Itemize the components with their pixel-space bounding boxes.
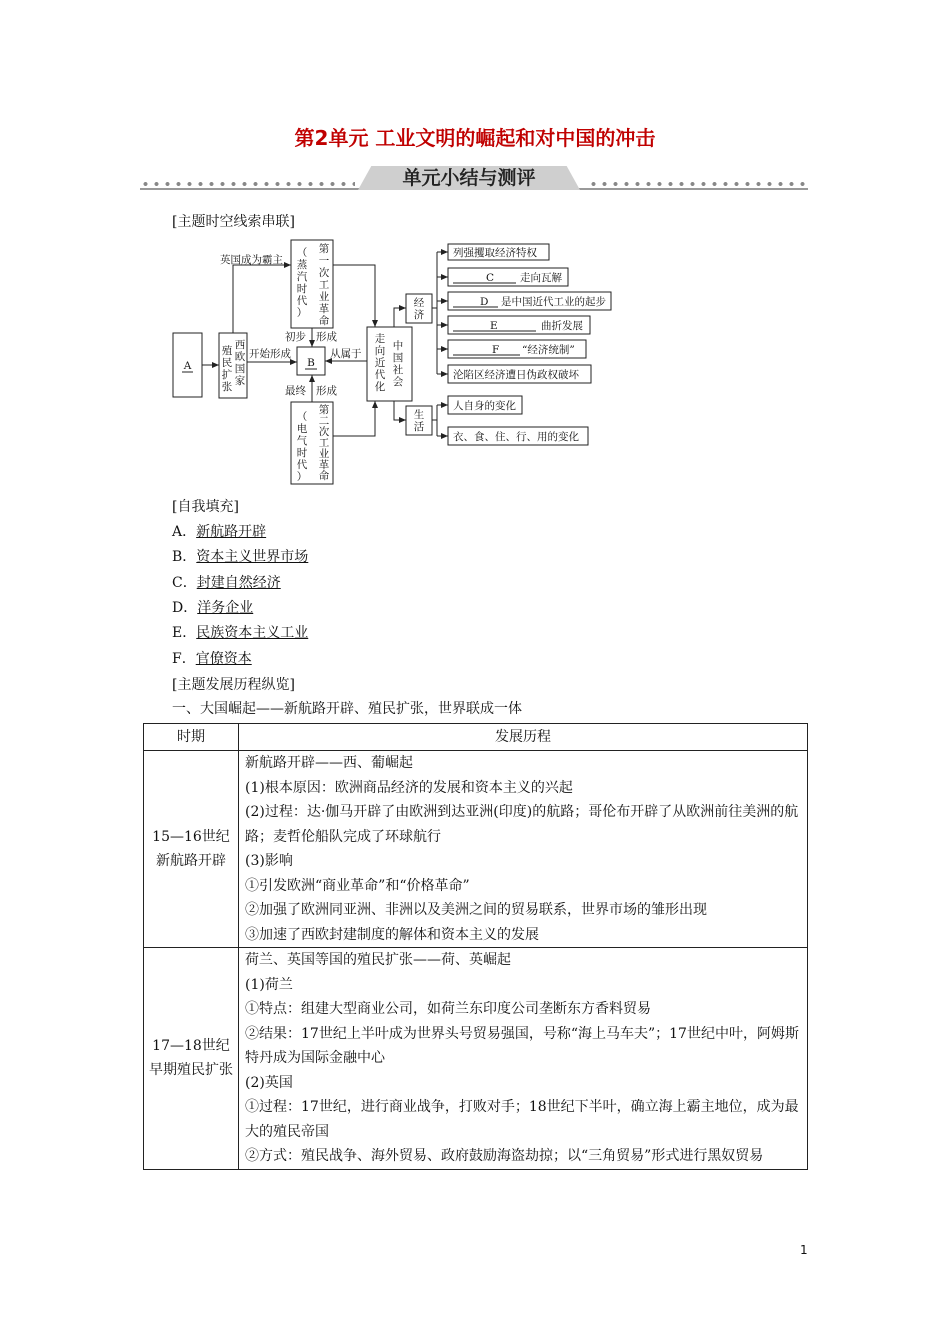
- table-header-period: 时期: [144, 724, 239, 751]
- diagram-europe-label-char: 西: [234, 339, 246, 351]
- econ-item-3-text: 是中国近代工业的起步: [501, 296, 606, 308]
- diagram-label-form2: 形成: [316, 385, 337, 397]
- banner-title: 单元小结与测评: [402, 167, 536, 189]
- diagram-society-label-char: 国: [392, 352, 404, 364]
- fill-item: [172, 649, 252, 669]
- concept-diagram: [170, 236, 630, 486]
- history-line: (1)荷兰: [245, 976, 293, 993]
- fill-item: [172, 573, 281, 593]
- fill-item: [172, 623, 308, 643]
- diagram-second-revolution-sub-char: 气: [296, 435, 308, 447]
- econ-item-4-letter: E: [490, 320, 498, 332]
- diagram-first-revolution-label-char: 业: [318, 291, 330, 303]
- diagram-second-revolution-label: [319, 403, 330, 482]
- diagram-second-revolution-label-char: 二: [318, 415, 330, 427]
- fill-item-label: C．: [172, 574, 197, 591]
- section-heading-timeline: [主题时空线索串联]: [172, 214, 295, 230]
- section-heading-fill: [自我填充]: [172, 499, 239, 515]
- history-line: ②方式：殖民战争、海外贸易、政府鼓励海盗劫掠；以“三角贸易”形式进行黑奴贸易: [245, 1148, 764, 1164]
- fill-item-answer: 民族资本主义工业: [196, 625, 309, 642]
- fill-item-label: D．: [172, 599, 198, 616]
- banner-dots-right: [588, 181, 808, 187]
- diagram-label-subordinate: 从属于: [330, 348, 362, 360]
- diagram-label-start-form: 开始形成: [249, 348, 291, 360]
- diagram-life-label-char: 生: [413, 409, 425, 421]
- diagram-society-label-char: 中: [392, 340, 404, 352]
- diagram-first-revolution-label: [319, 242, 330, 327]
- diagram-second-revolution-sub-char: （: [296, 411, 308, 423]
- diagram-first-revolution-sub-char: 汽: [296, 271, 308, 283]
- fill-item: [172, 522, 266, 542]
- diagram-colony-label: [222, 344, 233, 393]
- diagram-first-revolution-sub-char: 时: [296, 283, 308, 295]
- diagram-label-initial: 初步: [285, 331, 306, 343]
- diagram-label-b: B: [307, 357, 315, 369]
- diagram-first-revolution-label-char: 一: [318, 255, 330, 267]
- econ-item-6: 沦陷区经济遭日伪政权破坏: [453, 369, 579, 381]
- fill-item: [172, 598, 253, 618]
- history-line: ③加速了西欧封建制度的解体和资本主义的发展: [245, 926, 539, 943]
- fill-item-answer: 资本主义世界市场: [196, 549, 309, 566]
- econ-item-2-letter: C: [486, 272, 495, 284]
- history-line: ①特点：组建大型商业公司，如荷兰东印度公司垄断东方香料贸易: [245, 1001, 651, 1017]
- history-line: 新航路开辟——西、葡崛起: [245, 755, 413, 771]
- diagram-first-revolution-sub-char: 代: [296, 295, 308, 307]
- history-line: 荷兰、英国等国的殖民扩张——荷、英崛起: [245, 952, 511, 968]
- diagram-economy-label-char: 济: [413, 309, 425, 321]
- diagram-europe-label-char: 欧: [234, 351, 246, 363]
- life-item-1: 人自身的变化: [453, 400, 516, 412]
- diagram-second-revolution-label-char: 次: [318, 426, 330, 438]
- table-cell-history: [239, 751, 808, 948]
- diagram-label-final: 最终: [285, 385, 306, 397]
- diagram-economy-label: [414, 297, 425, 321]
- section-banner: [140, 166, 808, 194]
- banner-dots-left: [140, 181, 355, 187]
- econ-item-5-text: “经济统制”: [522, 344, 575, 356]
- econ-item-3-letter: D: [480, 296, 489, 308]
- diagram-second-revolution-label-char: 工: [318, 437, 330, 449]
- diagram-first-revolution-sub-char: ）: [296, 307, 308, 319]
- history-line: ②结果：17世纪上半叶成为世界头号贸易强国，号称“海上马车夫”；17世纪中叶，阿姆斯特丹成为国际金融中心: [245, 1025, 799, 1066]
- table-cell-history: [239, 948, 808, 1170]
- section-heading-overview: [主题发展历程纵览]: [172, 677, 295, 693]
- diagram-second-revolution-sub-char: 电: [296, 423, 308, 435]
- diagram-modernization-label: [375, 332, 386, 393]
- econ-item-5-letter: F: [492, 344, 500, 356]
- history-line: (1)根本原因：欧洲商品经济的发展和资本主义的兴起: [245, 779, 573, 796]
- diagram-first-revolution-label-char: 第: [318, 243, 330, 255]
- fill-item-label: B．: [172, 549, 197, 566]
- subsection-title: 一、大国崛起——新航路开辟、殖民扩张，世界联成一体: [172, 701, 522, 717]
- diagram-first-revolution-label-char: 革: [318, 303, 330, 315]
- history-line: (3)影响: [245, 853, 293, 869]
- diagram-second-revolution-sub-char: 时: [296, 447, 308, 459]
- diagram-life-label: [414, 408, 425, 433]
- diagram-second-revolution-sub-char: ）: [296, 471, 308, 483]
- diagram-society-label-char: 社: [392, 364, 404, 376]
- diagram-europe-label: [235, 339, 246, 387]
- diagram-second-revolution-label-char: 业: [318, 448, 330, 460]
- page-title: 第2单元 工业文明的崛起和对中国的冲击: [294, 126, 656, 150]
- diagram-first-revolution-sub-char: （: [296, 247, 308, 259]
- diagram-second-revolution-label-char: 第: [318, 404, 330, 416]
- econ-item-2-text: 走向瓦解: [520, 272, 562, 284]
- fill-item-label: F．: [172, 650, 196, 667]
- diagram-second-revolution-sub-char: 代: [296, 459, 308, 471]
- diagram-europe-label-char: 国: [234, 363, 246, 375]
- diagram-modernization-label-char: 向: [374, 345, 386, 357]
- fill-item-answer: 封建自然经济: [196, 574, 281, 591]
- diagram-first-revolution-sub-char: 蒸: [296, 259, 308, 271]
- table-header-history: 发展历程: [239, 724, 808, 751]
- history-table: [143, 723, 808, 1170]
- diagram-first-revolution-sub: [297, 247, 308, 319]
- life-item-2: 衣、食、住、行、用的变化: [453, 431, 579, 443]
- diagram-second-revolution-sub: [297, 411, 308, 483]
- econ-item-4-text: 曲折发展: [541, 320, 583, 332]
- diagram-modernization-label-char: 代: [374, 369, 386, 381]
- history-line: ②加强了欧洲同亚洲、非洲以及美洲之间的贸易联系，世界市场的雏形出现: [245, 902, 707, 918]
- diagram-second-revolution-label-char: 革: [318, 459, 330, 471]
- diagram-society-label-char: 会: [392, 376, 404, 388]
- diagram-society-label: [393, 339, 404, 388]
- history-line: (2)英国: [245, 1074, 293, 1091]
- table-cell-period: 15—16世纪新航路开辟: [144, 751, 239, 948]
- fill-item-answer: 新航路开辟: [196, 524, 267, 540]
- fill-item: [172, 547, 308, 567]
- history-line: ①引发欧洲“商业革命”和“价格革命”: [245, 877, 470, 894]
- diagram-label-a: A: [183, 360, 192, 372]
- diagram-life-label-char: 活: [413, 421, 425, 433]
- diagram-label-form1: 形成: [316, 331, 337, 343]
- table-row: [144, 948, 808, 1170]
- diagram-modernization-label-char: 近: [374, 357, 386, 369]
- fill-item-label: E．: [172, 625, 197, 642]
- diagram-first-revolution-label-char: 次: [318, 267, 330, 279]
- diagram-box-society: [367, 327, 412, 401]
- page-number: 1: [800, 1243, 808, 1257]
- fill-item-answer: 洋务企业: [197, 599, 254, 616]
- table-cell-period: 17—18世纪早期殖民扩张: [144, 948, 239, 1170]
- diagram-colony-label-char: 殖: [221, 345, 233, 357]
- diagram-first-revolution-label-char: 工: [318, 279, 330, 291]
- diagram-modernization-label-char: 走: [374, 333, 386, 345]
- history-line: ①过程：17世纪，进行商业战争，打败对手；18世纪下半叶，确立海上霸主地位，成为最大的殖民帝国: [245, 1099, 799, 1140]
- diagram-europe-label-char: 家: [234, 375, 246, 387]
- diagram-colony-label-char: 扩: [221, 369, 233, 381]
- econ-item-1: 列强攫取经济特权: [453, 247, 537, 259]
- diagram-label-britain: 英国成为霸主: [220, 254, 283, 266]
- diagram-economy-label-char: 经: [413, 297, 425, 309]
- history-line: (2)过程：达·伽马开辟了由欧洲到达亚洲(印度)的航路；哥伦布开辟了从欧洲前往美洲的航路；麦哲伦船队完成了环球航行: [245, 804, 799, 845]
- diagram-second-revolution-label-char: 命: [318, 470, 330, 482]
- fill-item-label: A．: [172, 524, 197, 540]
- fill-item-answer: 官僚资本: [195, 650, 252, 667]
- diagram-colony-label-char: 民: [221, 357, 233, 369]
- diagram-modernization-label-char: 化: [374, 381, 386, 393]
- table-row: [144, 751, 808, 948]
- diagram-colony-label-char: 张: [221, 381, 233, 393]
- diagram-first-revolution-label-char: 命: [318, 315, 330, 327]
